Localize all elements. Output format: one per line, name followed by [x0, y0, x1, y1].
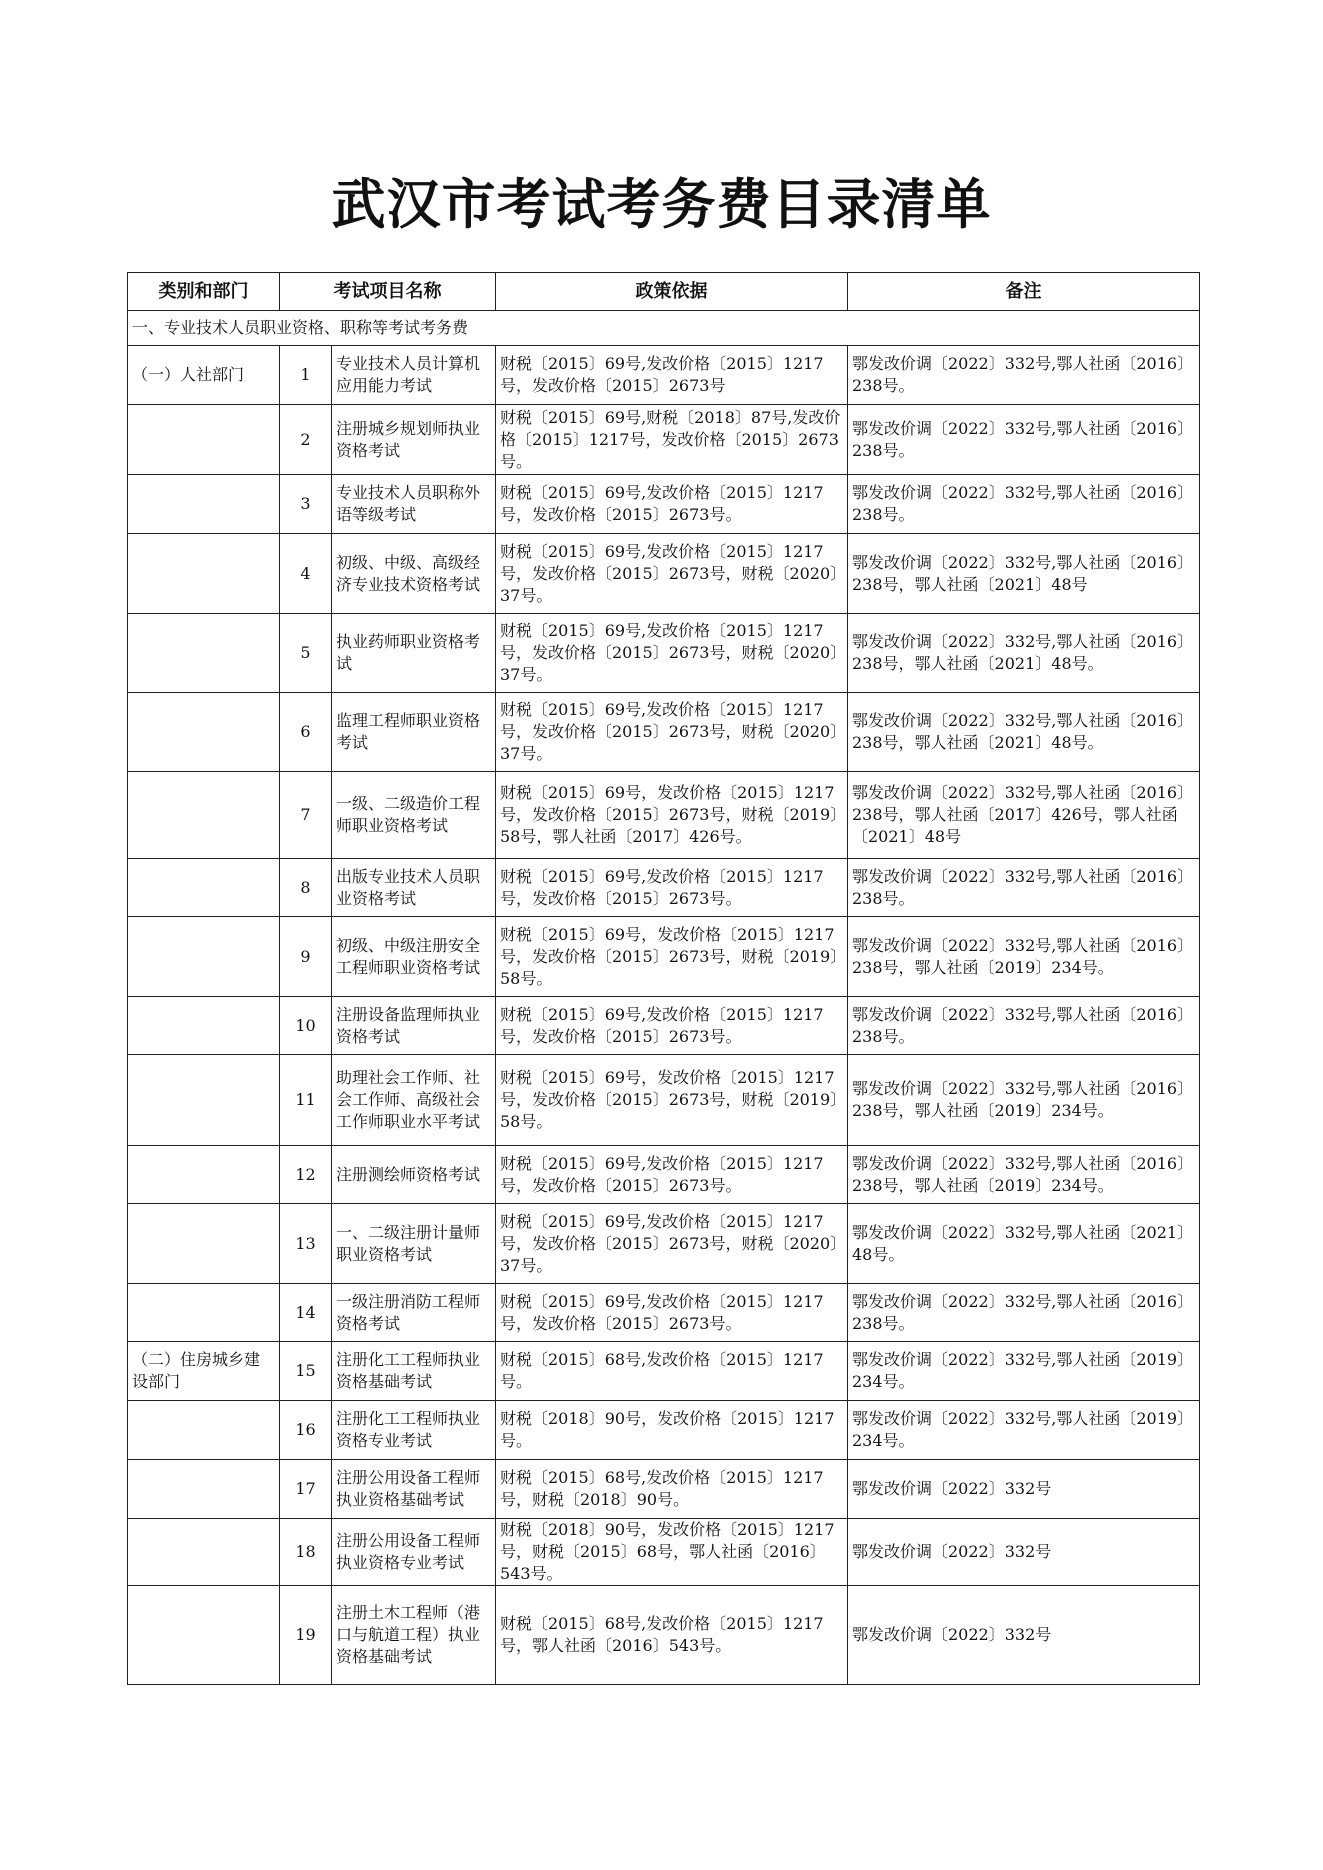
row-note: 鄂发改价调〔2022〕332号,鄂人社函〔2021〕48号。	[848, 1204, 1200, 1284]
table-row	[128, 1401, 1200, 1460]
row-department	[128, 1519, 280, 1586]
page-title: 武汉市考试考务费目录清单	[331, 173, 992, 236]
row-policy-basis: 财税〔2015〕69号,发改价格〔2015〕1217号，发改价格〔2015〕2673号	[496, 346, 848, 405]
row-exam-name: 注册测绘师资格考试	[332, 1146, 496, 1204]
row-number: 9	[280, 917, 332, 997]
row-exam-name: 一级注册消防工程师资格考试	[332, 1284, 496, 1342]
row-note: 鄂发改价调〔2022〕332号	[848, 1519, 1200, 1586]
row-department	[128, 1055, 280, 1146]
row-number: 11	[280, 1055, 332, 1146]
row-note: 鄂发改价调〔2022〕332号,鄂人社函〔2016〕238号。	[848, 346, 1200, 405]
row-policy-basis: 财税〔2018〕90号，发改价格〔2015〕1217号，财税〔2015〕68号，鄂人社函〔2016〕543号。	[496, 1519, 848, 1586]
table-row	[128, 346, 1200, 405]
header-category: 类别和部门	[128, 273, 280, 311]
row-number: 8	[280, 859, 332, 917]
header-exam-name: 考试项目名称	[280, 273, 496, 311]
row-exam-name: 一级、二级造价工程师职业资格考试	[332, 772, 496, 859]
header-note: 备注	[848, 273, 1200, 311]
table-row	[128, 859, 1200, 917]
row-department	[128, 405, 280, 475]
table-row	[128, 405, 1200, 475]
row-note: 鄂发改价调〔2022〕332号,鄂人社函〔2016〕238号，鄂人社函〔2021〕48号。	[848, 614, 1200, 693]
section-title: 一、专业技术人员职业资格、职称等考试考务费	[128, 311, 1200, 346]
row-number: 12	[280, 1146, 332, 1204]
row-note: 鄂发改价调〔2022〕332号,鄂人社函〔2016〕238号，鄂人社函〔2021〕48号。	[848, 693, 1200, 772]
row-policy-basis: 财税〔2015〕68号,发改价格〔2015〕1217号，财税〔2018〕90号。	[496, 1460, 848, 1519]
row-exam-name: 执业药师职业资格考试	[332, 614, 496, 693]
row-number: 15	[280, 1342, 332, 1401]
row-number: 6	[280, 693, 332, 772]
row-department	[128, 1284, 280, 1342]
row-note: 鄂发改价调〔2022〕332号	[848, 1460, 1200, 1519]
row-department	[128, 997, 280, 1055]
row-policy-basis: 财税〔2015〕69号，发改价格〔2015〕1217号，发改价格〔2015〕2673号，财税〔2019〕58号。	[496, 1055, 848, 1146]
row-number: 5	[280, 614, 332, 693]
row-policy-basis: 财税〔2018〕90号，发改价格〔2015〕1217号。	[496, 1401, 848, 1460]
row-policy-basis: 财税〔2015〕69号,财税〔2018〕87号,发改价格〔2015〕1217号，发改价格〔2015〕2673号。	[496, 405, 848, 475]
row-exam-name: 注册公用设备工程师执业资格基础考试	[332, 1460, 496, 1519]
table-row	[128, 1586, 1200, 1685]
table-row	[128, 475, 1200, 534]
row-number: 13	[280, 1204, 332, 1284]
fee-table	[127, 272, 1200, 1685]
row-note: 鄂发改价调〔2022〕332号,鄂人社函〔2016〕238号。	[848, 1284, 1200, 1342]
row-department: （一）人社部门	[128, 346, 280, 405]
row-exam-name: 注册城乡规划师执业资格考试	[332, 405, 496, 475]
row-policy-basis: 财税〔2015〕69号,发改价格〔2015〕1217号，发改价格〔2015〕2673号，财税〔2020〕37号。	[496, 534, 848, 614]
section-row	[128, 311, 1200, 346]
row-exam-name: 专业技术人员计算机应用能力考试	[332, 346, 496, 405]
row-policy-basis: 财税〔2015〕69号,发改价格〔2015〕1217号，发改价格〔2015〕2673号。	[496, 1146, 848, 1204]
table-header-row	[128, 273, 1200, 311]
row-policy-basis: 财税〔2015〕69号，发改价格〔2015〕1217号，发改价格〔2015〕2673号，财税〔2019〕58号。	[496, 917, 848, 997]
row-exam-name: 初级、中级注册安全工程师职业资格考试	[332, 917, 496, 997]
table-row	[128, 1204, 1200, 1284]
row-number: 4	[280, 534, 332, 614]
row-exam-name: 注册化工工程师执业资格基础考试	[332, 1342, 496, 1401]
row-exam-name: 初级、中级、高级经济专业技术资格考试	[332, 534, 496, 614]
row-department	[128, 772, 280, 859]
row-department	[128, 917, 280, 997]
row-exam-name: 注册土木工程师（港口与航道工程）执业资格基础考试	[332, 1586, 496, 1685]
row-department	[128, 859, 280, 917]
table-row	[128, 1055, 1200, 1146]
table-row	[128, 917, 1200, 997]
row-note: 鄂发改价调〔2022〕332号,鄂人社函〔2016〕238号，鄂人社函〔2019〕234号。	[848, 1146, 1200, 1204]
table-row	[128, 772, 1200, 859]
row-department	[128, 693, 280, 772]
row-note: 鄂发改价调〔2022〕332号,鄂人社函〔2016〕238号。	[848, 997, 1200, 1055]
row-department	[128, 1401, 280, 1460]
row-policy-basis: 财税〔2015〕69号,发改价格〔2015〕1217号，发改价格〔2015〕2673号。	[496, 859, 848, 917]
row-exam-name: 注册公用设备工程师执业资格专业考试	[332, 1519, 496, 1586]
row-policy-basis: 财税〔2015〕69号，发改价格〔2015〕1217号，发改价格〔2015〕2673号，财税〔2019〕58号，鄂人社函〔2017〕426号。	[496, 772, 848, 859]
row-department	[128, 614, 280, 693]
row-policy-basis: 财税〔2015〕69号,发改价格〔2015〕1217号，发改价格〔2015〕2673号。	[496, 997, 848, 1055]
row-note: 鄂发改价调〔2022〕332号,鄂人社函〔2016〕238号。	[848, 859, 1200, 917]
row-number: 3	[280, 475, 332, 534]
row-department	[128, 1586, 280, 1685]
row-department	[128, 1204, 280, 1284]
row-exam-name: 出版专业技术人员职业资格考试	[332, 859, 496, 917]
row-number: 17	[280, 1460, 332, 1519]
table-row	[128, 1284, 1200, 1342]
row-exam-name: 助理社会工作师、社会工作师、高级社会工作师职业水平考试	[332, 1055, 496, 1146]
row-number: 2	[280, 405, 332, 475]
row-policy-basis: 财税〔2015〕68号,发改价格〔2015〕1217号。	[496, 1342, 848, 1401]
row-note: 鄂发改价调〔2022〕332号,鄂人社函〔2019〕234号。	[848, 1342, 1200, 1401]
header-policy-basis: 政策依据	[496, 273, 848, 311]
row-policy-basis: 财税〔2015〕69号,发改价格〔2015〕1217号，发改价格〔2015〕2673号，财税〔2020〕37号。	[496, 1204, 848, 1284]
table-row	[128, 1342, 1200, 1401]
row-exam-name: 注册设备监理师执业资格考试	[332, 997, 496, 1055]
row-note: 鄂发改价调〔2022〕332号,鄂人社函〔2016〕238号。	[848, 405, 1200, 475]
row-number: 18	[280, 1519, 332, 1586]
row-note: 鄂发改价调〔2022〕332号	[848, 1586, 1200, 1685]
row-exam-name: 监理工程师职业资格考试	[332, 693, 496, 772]
row-number: 19	[280, 1586, 332, 1685]
table-row	[128, 614, 1200, 693]
row-exam-name: 一、二级注册计量师职业资格考试	[332, 1204, 496, 1284]
table-row	[128, 1460, 1200, 1519]
table-row	[128, 534, 1200, 614]
row-department: （二）住房城乡建设部门	[128, 1342, 280, 1401]
table-row	[128, 997, 1200, 1055]
row-department	[128, 1146, 280, 1204]
row-note: 鄂发改价调〔2022〕332号,鄂人社函〔2016〕238号，鄂人社函〔2021〕48号	[848, 534, 1200, 614]
table-row	[128, 693, 1200, 772]
row-note: 鄂发改价调〔2022〕332号,鄂人社函〔2016〕238号，鄂人社函〔2019〕234号。	[848, 917, 1200, 997]
row-note: 鄂发改价调〔2022〕332号,鄂人社函〔2019〕234号。	[848, 1401, 1200, 1460]
row-exam-name: 注册化工工程师执业资格专业考试	[332, 1401, 496, 1460]
row-note: 鄂发改价调〔2022〕332号,鄂人社函〔2016〕238号，鄂人社函〔2017〕426号，鄂人社函〔2021〕48号	[848, 772, 1200, 859]
row-number: 16	[280, 1401, 332, 1460]
table-row	[128, 1146, 1200, 1204]
table-row	[128, 1519, 1200, 1586]
row-number: 14	[280, 1284, 332, 1342]
row-exam-name: 专业技术人员职称外语等级考试	[332, 475, 496, 534]
row-number: 7	[280, 772, 332, 859]
row-policy-basis: 财税〔2015〕69号,发改价格〔2015〕1217号，发改价格〔2015〕2673号。	[496, 475, 848, 534]
row-note: 鄂发改价调〔2022〕332号,鄂人社函〔2016〕238号，鄂人社函〔2019〕234号。	[848, 1055, 1200, 1146]
row-policy-basis: 财税〔2015〕69号,发改价格〔2015〕1217号，发改价格〔2015〕2673号，财税〔2020〕37号。	[496, 693, 848, 772]
row-policy-basis: 财税〔2015〕68号,发改价格〔2015〕1217号，鄂人社函〔2016〕543号。	[496, 1586, 848, 1685]
row-policy-basis: 财税〔2015〕69号,发改价格〔2015〕1217号，发改价格〔2015〕2673号，财税〔2020〕37号。	[496, 614, 848, 693]
row-number: 1	[280, 346, 332, 405]
row-note: 鄂发改价调〔2022〕332号,鄂人社函〔2016〕238号。	[848, 475, 1200, 534]
row-policy-basis: 财税〔2015〕69号,发改价格〔2015〕1217号，发改价格〔2015〕2673号。	[496, 1284, 848, 1342]
row-number: 10	[280, 997, 332, 1055]
row-department	[128, 534, 280, 614]
row-department	[128, 475, 280, 534]
row-department	[128, 1460, 280, 1519]
